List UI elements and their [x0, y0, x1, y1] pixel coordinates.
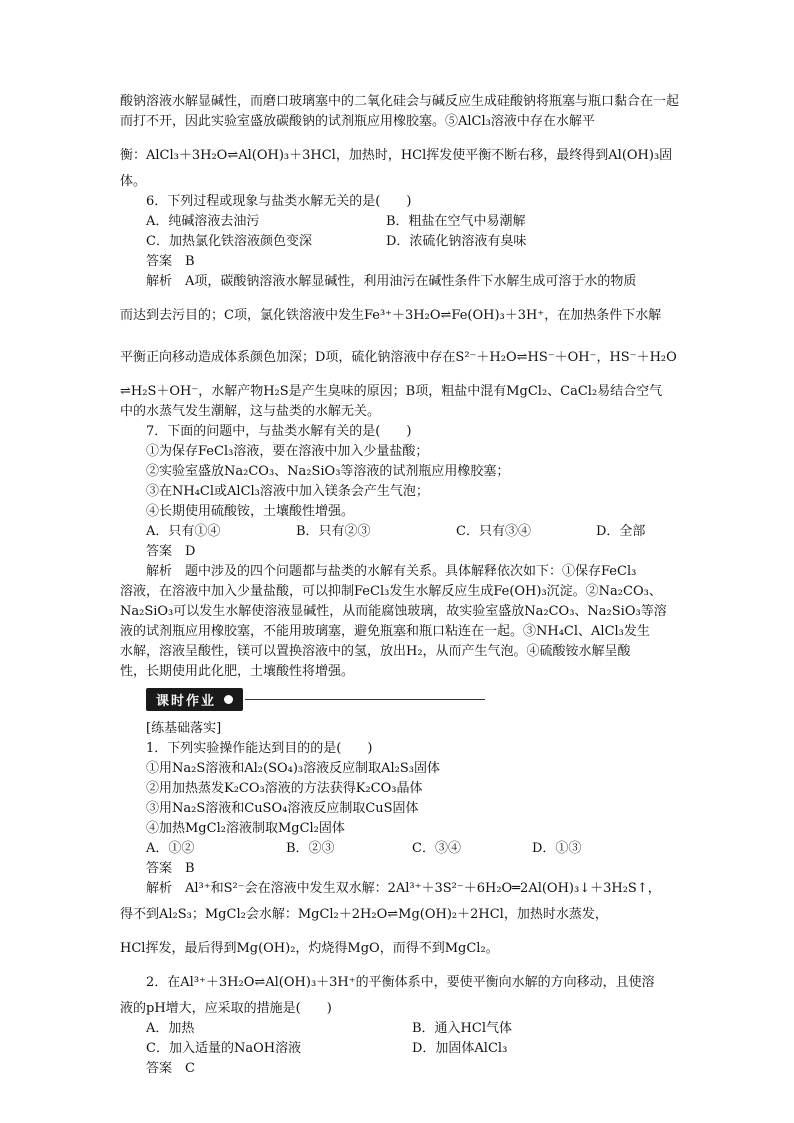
p1-item-4: ④加热MgCl₂溶液制取MgCl₂固体: [146, 821, 345, 836]
section-header: [146, 688, 680, 711]
q6-options-row-1: [120, 212, 680, 232]
p1-analysis-1: 解析 Al³⁺和S²⁻会在溶液中发生双水解：2Al³⁺＋3S²⁻＋6H₂O═2Al(OH)₃↓＋3H₂S↑，: [146, 881, 661, 896]
p2-option-c: C．加入适量的NaOH溶液: [146, 1041, 302, 1056]
q7-analysis-4: 液的试剂瓶应用橡胶塞，不能用玻璃塞，避免瓶塞和瓶口粘连在一起。③NH₄Cl、AlCl₃发生: [120, 624, 650, 639]
p1-option-a: A．①②: [146, 841, 195, 856]
intro-text-1: 酸钠溶液水解显碱性，而磨口玻璃塞中的二氧化硅会与碱反应生成硅酸钠将瓶塞与瓶口黏合在一起而打不开，因此实验室盛放碳酸钠的试剂瓶应用橡胶塞。⑤AlCl₃溶液中存在水解平: [120, 94, 680, 129]
p2-option-b: B．通入HCl气体: [412, 1021, 512, 1036]
q7-analysis-6: 性，长期使用此化肥，土壤酸性将增强。: [120, 664, 355, 679]
p2-answer: 答案 C: [146, 1061, 195, 1076]
p2-stem-2: 液的pH增大，应采取的措施是( ): [120, 1001, 332, 1016]
q7-item-1: ①为保存FeCl₃溶液，要在溶液中加入少量盐酸；: [146, 444, 429, 459]
p1-answer: 答案 B: [146, 861, 195, 876]
q6-analysis-4: ⇌H₂S＋OH⁻，水解产物H₂S是产生臭味的原因；B项，粗盐中混有MgCl₂、CaCl₂易结合空气: [120, 384, 663, 399]
q7-stem: 7．下面的问题中，与盐类水解有关的是( ): [146, 424, 412, 439]
q6-answer: 答案 B: [146, 254, 195, 269]
intro-text-2: 衡：AlCl₃＋3H₂O⇌Al(OH)₃＋3HCl，加热时，HCl挥发使平衡不断右移，最终得到Al(OH)₃固: [120, 148, 673, 163]
q7-analysis-2: 溶液，在溶液中加入少量盐酸，可以抑制FeCl₃发生水解反应生成Fe(OH)₃沉淀。②Na₂CO₃、: [120, 584, 662, 599]
p2-option-d: D．加固体AlCl₃: [412, 1041, 508, 1056]
q6-analysis-5: 中的水蒸气发生潮解，这与盐类的水解无关。: [120, 404, 381, 419]
q7-analysis-1: 解析 题中涉及的四个问题都与盐类的水解有关系。具体解释依次如下：①保存FeCl₃: [146, 564, 637, 579]
q7-option-d: D．全部: [596, 524, 646, 539]
q6-analysis-1: 解析 A项，碳酸钠溶液水解显碱性，利用油污在碱性条件下水解生成可溶于水的物质: [146, 274, 637, 289]
q6-option-d: D．浓硫化钠溶液有臭味: [386, 234, 527, 249]
q7-answer: 答案 D: [146, 544, 196, 559]
q6-analysis-3: 平衡正向移动造成体系颜色加深；D项，硫化钠溶液中存在S²⁻＋H₂O⇌HS⁻＋OH⁻，HS⁻＋H₂O: [120, 350, 677, 365]
document-page: [120, 92, 680, 1079]
p2-options-row-2: [120, 1039, 680, 1059]
p1-item-3: ③用Na₂S溶液和CuSO₄溶液反应制取CuS固体: [146, 801, 419, 816]
p2-stem-1: 2．在Al³⁺＋3H₂O⇌Al(OH)₃＋3H⁺的平衡体系中，要使平衡向水解的方向移动，且使溶: [146, 975, 655, 990]
q6-option-c: C．加热氯化铁溶液颜色变深: [146, 234, 312, 249]
q7-option-c: C．只有③④: [456, 524, 531, 539]
section-title: 课时作业: [156, 694, 217, 709]
q7-option-a: A．只有①④: [146, 524, 221, 539]
p1-analysis-2: 得不到Al₂S₃；MgCl₂会水解：MgCl₂＋2H₂O⇌Mg(OH)₂＋2HCl，加热时水蒸发，: [120, 907, 608, 922]
bullet-dot-icon: [224, 695, 233, 704]
p1-option-d: D．①③: [532, 841, 582, 856]
q7-item-4: ④长期使用硫酸铵，土壤酸性增强。: [146, 504, 355, 519]
p1-option-b: B．②③: [286, 841, 335, 856]
p1-option-c: C．③④: [412, 841, 461, 856]
p2-option-a: A．加热: [146, 1021, 195, 1036]
p1-stem: 1．下列实验操作能达到目的的是( ): [146, 741, 373, 756]
q6-option-b: B．粗盐在空气中易潮解: [386, 214, 526, 229]
q7-options: [120, 522, 680, 542]
practice-subtitle: [练基础落实]: [146, 721, 222, 736]
p2-options-row-1: [120, 1019, 680, 1039]
intro-text-3: 体。: [120, 174, 147, 189]
q7-item-2: ②实验室盛放Na₂CO₃、Na₂SiO₃等溶液的试剂瓶应用橡胶塞；: [146, 464, 510, 479]
q7-option-b: B．只有②③: [296, 524, 371, 539]
p1-analysis-3: HCl挥发，最后得到Mg(OH)₂，灼烧得MgO，而得不到MgCl₂。: [120, 941, 499, 956]
q6-stem: 6．下列过程或现象与盐类水解无关的是( ): [146, 194, 412, 209]
q6-option-a: A．纯碱溶液去油污: [146, 214, 260, 229]
q7-item-3: ③在NH₄Cl或AlCl₃溶液中加入镁条会产生气泡；: [146, 484, 429, 499]
p1-item-2: ②用加热蒸发K₂CO₃溶液的方法获得K₂CO₃晶体: [146, 781, 423, 796]
section-title-box: [146, 688, 243, 711]
p1-item-1: ①用Na₂S溶液和Al₂(SO₄)₃溶液反应制取Al₂S₃固体: [146, 761, 441, 776]
q7-analysis-3: Na₂SiO₃可以发生水解使溶液显碱性，从而能腐蚀玻璃，故实验室盛放Na₂CO₃、Na₂SiO₃等溶: [120, 604, 667, 619]
q6-analysis-2: 而达到去污目的；C项，氯化铁溶液中发生Fe³⁺＋3H₂O⇌Fe(OH)₃＋3H⁺，在加热条件下水解: [120, 308, 662, 323]
q6-options-row-2: [120, 232, 680, 252]
p1-options: [120, 839, 680, 859]
section-divider: [245, 699, 485, 700]
q7-analysis-5: 水解，溶液呈酸性，镁可以置换溶液中的氢，放出H₂，从而产生气泡。④硫酸铵水解呈酸: [120, 644, 631, 659]
